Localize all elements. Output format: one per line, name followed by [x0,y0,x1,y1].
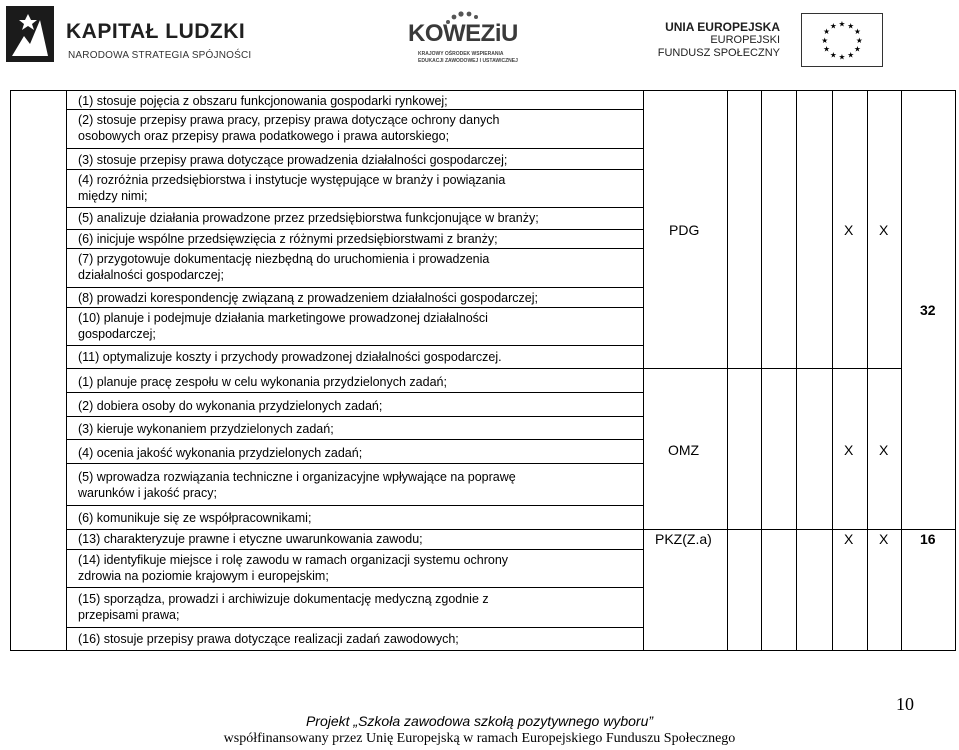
table-row: (16) stosuje przepisy prawa dotyczące realizacji zadań zawodowych; [78,632,459,646]
svg-text:★: ★ [853,27,861,37]
svg-text:★: ★ [823,44,831,54]
table-row: (8) prowadzi korespondencję związaną z prowadzeniem działalności gospodarczej; [78,291,538,305]
mark-x: X [844,222,854,238]
koweziu-line1: KRAJOWY OŚRODEK WSPIERANIA [418,51,504,57]
mark-x: X [879,442,889,458]
table-row: (13) charakteryzuje prawne i etyczne uwarunkowania zawodu; [78,532,423,546]
table-row: (3) kieruje wykonaniem przydzielonych zadań; [78,422,334,436]
table-row: (15) sporządza, prowadzi i archiwizuje dokumentację medyczną zgodnie z przepisami prawa; [78,592,489,622]
koweziu-line2: EDUKACJI ZAWODOWEJ I USTAWICZNEJ [418,58,518,64]
svg-text:★: ★ [847,50,855,60]
footer-project: Projekt „Szkoła zawodowa szkołą pozytywnego wyboru” [305,713,654,729]
footer-funding: współfinansowany przez Unię Europejską w ramach Europejskiego Funduszu Społecznego [223,731,736,746]
mark-x: X [879,531,889,547]
hours-value: 16 [920,531,936,547]
table-row: (1) stosuje pojęcia z obszaru funkcjonowania gospodarki rynkowej; [78,94,448,108]
svg-text:★: ★ [823,27,831,37]
table-row: (6) inicjuje wspólne przedsięwzięcia z różnymi przedsiębiorstwami z branży; [78,232,498,246]
hours-value: 32 [920,302,936,318]
table-row: (7) przygotowuje dokumentację niezbędną do uruchomienia i prowadzenia działalności gospodarczej; [78,252,490,282]
koweziu-title: KOWEZiU [408,20,518,47]
table-row: (3) stosuje przepisy prawa dotyczące prowadzenia działalności gospodarczej; [78,153,508,167]
qualification-code: OMZ [668,442,700,458]
svg-text:★: ★ [838,19,846,29]
svg-text:★: ★ [853,44,861,54]
table-row: (1) planuje pracę zespołu w celu wykonania przydzielonych zadań; [78,375,447,389]
table-row: (4) ocenia jakość wykonania przydzielonych zadań; [78,446,363,460]
mark-x: X [844,531,854,547]
mark-x: X [844,442,854,458]
svg-text:★: ★ [829,50,837,60]
table-row: (2) dobiera osoby do wykonania przydzielonych zadań; [78,399,383,413]
svg-text:★: ★ [838,52,846,62]
eu-line2: EUROPEJSKI [710,34,780,46]
table-row: (6) komunikuje się ze współpracownikami; [78,511,312,525]
kapital-ludzki-title: KAPITAŁ LUDZKI [66,20,246,43]
svg-text:★: ★ [847,21,855,31]
table-row: (11) optymalizuje koszty i przychody prowadzonej działalności gospodarczej. [78,350,502,364]
qualification-code: PKZ(Z.a) [655,531,712,547]
svg-text:★: ★ [855,35,863,45]
svg-text:★: ★ [829,21,837,31]
kapital-ludzki-subtitle: NARODOWA STRATEGIA SPÓJNOŚCI [68,50,252,61]
table-row: (10) planuje i podejmuje działania marketingowe prowadzonej działalności gospodarczej; [78,311,488,341]
eu-line1: UNIA EUROPEJSKA [665,20,780,34]
table-row: (5) analizuje działania prowadzone przez przedsiębiorstwa funkcjonujące w branży; [78,211,539,225]
table-row: (14) identyfikuje miejsce i rolę zawodu w ramach organizacji systemu ochrony zdrowia na poziomie krajowym i europejskim; [78,553,509,583]
page-number: 10 [896,694,914,714]
table-row: (5) wprowadza rozwiązania techniczne i organizacyjne wpływające na poprawę warunków i jakość pracy; [78,470,516,500]
eu-line3: FUNDUSZ SPOŁECZNY [657,47,780,59]
qualification-code: PDG [669,222,700,238]
table-row: (2) stosuje przepisy prawa pracy, przepisy prawa dotyczące ochrony danych osobowych oraz przepisy prawa podatkowego i prawa autorskiego; [78,113,500,143]
mark-x: X [879,222,889,238]
table-row: (4) rozróżnia przedsiębiorstwa i instytucje występujące w branży i powiązania między nimi; [78,173,506,203]
svg-text:★: ★ [821,35,829,45]
